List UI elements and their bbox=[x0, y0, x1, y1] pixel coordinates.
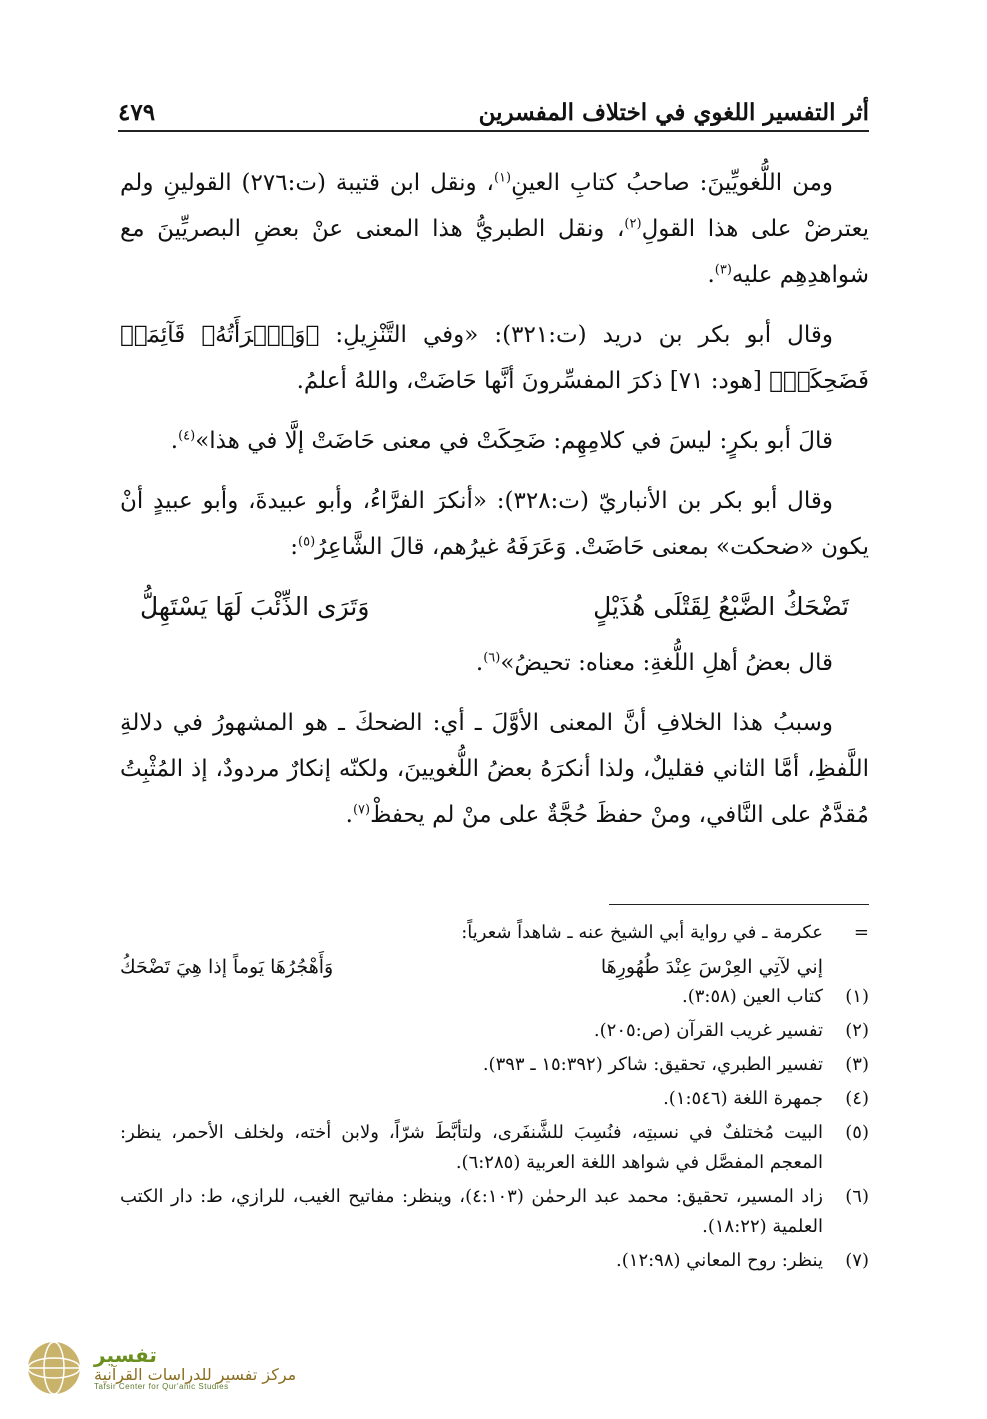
paragraph-2-text: وقال أبو بكر بن دريد (ت:٣٢١): «وفي التَّنْزِيلِ: ﴿وَٱمۡرَأَتُهُۥ قَآئِمَةٞ فَضَحِكَتۡ﴾ [هود: ٧١] ذكرَ المفسِّرونَ أنَّها حَاضَتْ، واللهُ أعلمُ. bbox=[120, 322, 869, 394]
paragraph-4 bbox=[120, 478, 869, 570]
footnote-mark: (٥) bbox=[845, 1122, 869, 1143]
paragraph-4-part-a: وقال أبو بكر بن الأنباريّ (ت:٣٢٨): «أنكرَ الفرَّاءُ، وأبو عبيدةَ، وأبو عبيدٍ أنْ يكون «ضحكت» بمعنى حَاضَتْ. وَعَرَفَهُ غيرُهم، قالَ الشَّاعِرُ bbox=[120, 488, 869, 560]
footnote-ref-2: (٢) bbox=[624, 216, 642, 232]
footnote-mark: (١) bbox=[845, 986, 869, 1007]
footnote-continuation bbox=[120, 918, 869, 948]
footnote-text: عكرمة ـ في رواية أبي الشيخ عنه ـ شاهداً شعرياً: bbox=[461, 922, 823, 943]
verse-first-hemistich: تَضْحَكُ الضَّبْعُ لِقَتْلَى هُذَيْلٍ bbox=[593, 592, 849, 621]
paragraph-1 bbox=[120, 160, 869, 298]
logo-arabic-name: مركز تفسير للدراسات القرآنية bbox=[94, 1364, 297, 1384]
paragraph-6 bbox=[120, 700, 869, 838]
running-header bbox=[118, 88, 869, 132]
footnote-mark: (٢) bbox=[845, 1020, 869, 1041]
running-title: أثر التفسير اللغوي في اختلاف المفسرين bbox=[478, 99, 869, 126]
footnote-6 bbox=[120, 1182, 869, 1242]
publisher-logo bbox=[24, 1333, 324, 1403]
footnote-verse bbox=[120, 952, 823, 982]
paragraph-3-part-a: قالَ أبو بكرٍ: ليسَ في كلامِهِم: ضَحِكَتْ في معنى حَاضَتْ إلَّا في هذا» bbox=[195, 428, 833, 454]
verse-second-hemistich: وَتَرَى الذِّئْبَ لَهَا يَسْتَهِلُّ bbox=[140, 592, 370, 621]
footnote-verse-second: وَأَهْجُرُهَا يَوماً إذا هِيَ تَضْحَكُ bbox=[120, 956, 334, 978]
paragraph-6-part-b: . bbox=[345, 802, 353, 828]
page-number: ٤٧٩ bbox=[118, 99, 156, 126]
footnote-4 bbox=[120, 1084, 869, 1114]
footnote-ref-5: (٥) bbox=[298, 534, 316, 550]
logo-text bbox=[94, 1344, 296, 1392]
footnote-text: زاد المسير، تحقيق: محمد عبد الرحمٰن (٤:١٠٣)، وينظر: مفاتيح الغيب، للرازي، ط: دار الكتب العلمية (١٨:٢٢). bbox=[120, 1186, 823, 1237]
footnote-mark: (٦) bbox=[845, 1186, 869, 1207]
footnote-ref-7: (٧) bbox=[352, 802, 371, 818]
paragraph-5-part-b: . bbox=[475, 650, 484, 676]
paragraph-3-part-b: . bbox=[170, 428, 179, 454]
footnote-mark: (٣) bbox=[845, 1054, 869, 1075]
poem-verse bbox=[140, 584, 849, 630]
footnote-text: تفسير الطبري، تحقيق: شاكر (١٥:٣٩٢ ـ ٣٩٣). bbox=[482, 1054, 823, 1075]
footnote-text: جمهرة اللغة (١:٥٤٦). bbox=[663, 1088, 823, 1109]
paragraph-5-part-a: قال بعضُ أهلِ اللُّغةِ: معناه: تحيضُ» bbox=[500, 650, 833, 676]
footnote-1 bbox=[120, 982, 869, 1012]
footnote-mark: (٧) bbox=[845, 1250, 869, 1271]
footnote-3 bbox=[120, 1050, 869, 1080]
paragraph-5 bbox=[120, 640, 869, 686]
logo-brand: تفسير bbox=[94, 1342, 157, 1367]
footnote-text: كتاب العين (٣:٥٨). bbox=[681, 986, 823, 1007]
paragraph-1-part-a: ومن اللُّغويِّينَ: صاحبُ كتابِ العينِ bbox=[511, 170, 834, 196]
footnote-verse-first: إني لآتِي العِرْسَ عِنْدَ طُهُورِهَا bbox=[600, 956, 823, 978]
footnote-text: تفسير غريب القرآن (ص:٢٠٥). bbox=[593, 1020, 823, 1041]
footnote-2 bbox=[120, 1016, 869, 1046]
paragraph-3 bbox=[120, 418, 869, 464]
logo-english-name: Tafsir Center for Qur'anic Studies bbox=[94, 1382, 229, 1392]
globe-logo-icon bbox=[24, 1338, 84, 1398]
paragraph-6-part-a: وسببُ هذا الخلافِ أنَّ المعنى الأوَّلَ ـ أي: الضحكَ ـ هو المشهورُ في دلالةِ اللَّفظِ، أمَّا الثاني فقليلٌ، ولذا أنكرَهُ بعضُ اللُّغويينَ، ولكنّه إنكارٌ مردودٌ، إذ المُثْبِتُ مُقدَّمٌ على النَّافي، ومنْ حفظَ حُجَّةٌ على منْ لم يحفظْ bbox=[120, 710, 869, 828]
footnote-mark: (٤) bbox=[845, 1088, 869, 1109]
footnote-5 bbox=[120, 1118, 869, 1178]
footnote-ref-4: (٤) bbox=[178, 428, 196, 444]
footnote-text: البيت مُختلفٌ في نسبتِه، فنُسِبَ للشَّنفَرى، ولتأبَّطَ شرّاً، ولابن أخته، ولخلف الأحمر، ينظر: المعجم المفصَّل في شواهد اللغة العربية (٦:٢٨٥). bbox=[120, 1122, 823, 1173]
footnotes bbox=[120, 918, 869, 1280]
main-text bbox=[120, 160, 869, 852]
footnote-ref-3: (٣) bbox=[714, 262, 732, 278]
paragraph-4-part-b: : bbox=[290, 534, 299, 560]
paragraph-1-part-b: ، ونقل ابن قتيبة (ت:٢٧٦) القولينِ ولم يعترضْ على هذا القولِ bbox=[120, 170, 870, 242]
footnote-text: ينظر: روح المعاني (١٢:٩٨). bbox=[616, 1250, 823, 1271]
footnote-7 bbox=[120, 1246, 869, 1276]
footnote-mark: = bbox=[853, 922, 869, 943]
footnote-ref-6: (٦) bbox=[483, 650, 501, 666]
paragraph-2 bbox=[120, 312, 869, 404]
paragraph-1-part-d: . bbox=[707, 262, 715, 288]
footnote-separator bbox=[609, 904, 869, 905]
footnote-ref-1: (١) bbox=[493, 170, 512, 186]
paragraph-1-part-c: ، ونقل الطبريُّ هذا المعنى عنْ بعضِ البصريِّينَ مع شواهدِهِم عليه bbox=[120, 216, 869, 288]
